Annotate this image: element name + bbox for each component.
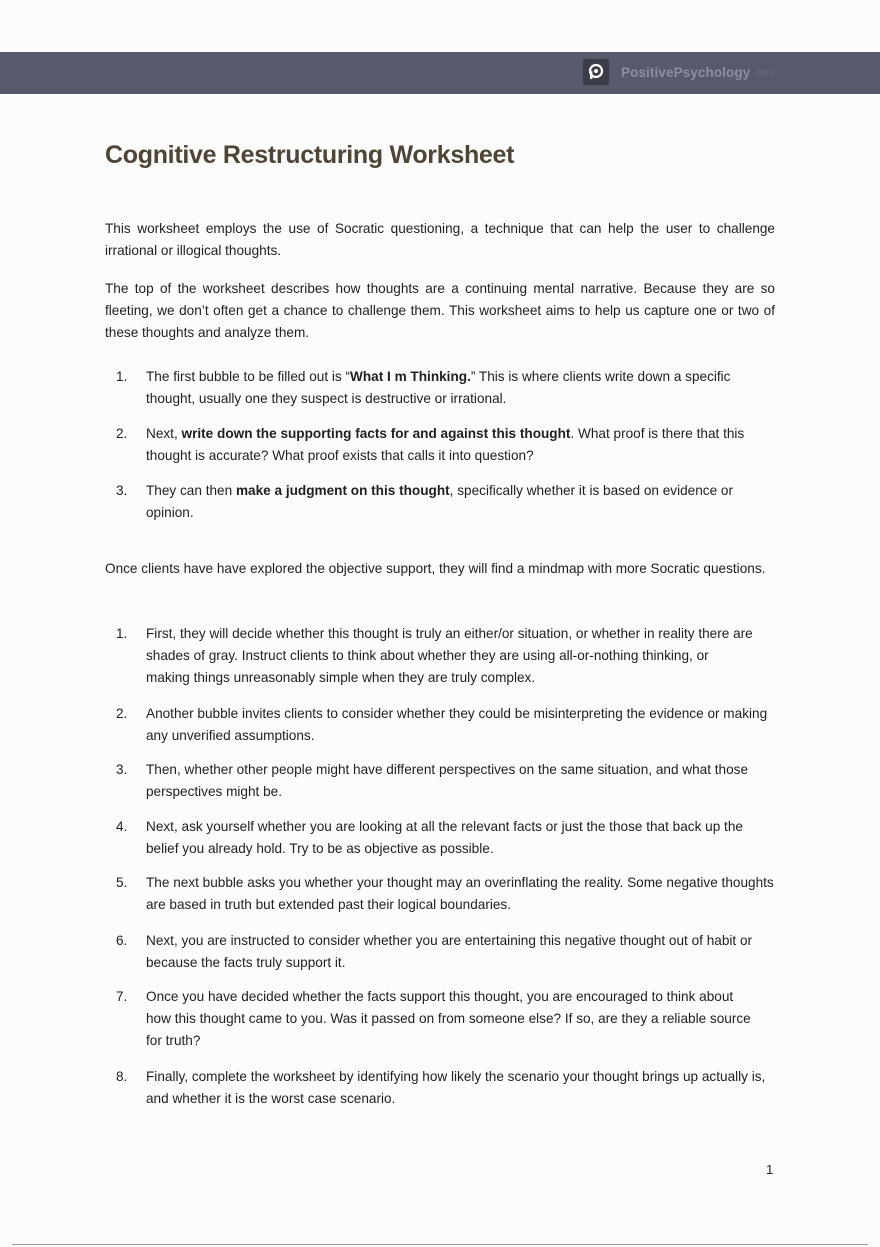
list-item-text: Next, you are instructed to consider whether you are entertaining this negative thought out of habit or because the facts truly support it. bbox=[146, 933, 753, 970]
list-item-emphasis: write down the supporting facts for and against this thought bbox=[181, 426, 571, 441]
list-item bbox=[105, 366, 777, 410]
list-item-text: Next, ask yourself whether you are looking at all the relevant facts or just the those that back up the belief you already hold. Try to be as objective as possible. bbox=[146, 819, 743, 856]
worksheet-steps-list bbox=[105, 366, 777, 524]
list-item bbox=[105, 816, 777, 860]
list-item bbox=[105, 703, 777, 747]
list-item-number: 3. bbox=[116, 762, 128, 777]
list-item-text: Another bubble invites clients to consider whether they could be misinterpreting the evidence or making any unverified assumptions. bbox=[146, 706, 768, 743]
list-item bbox=[105, 623, 754, 689]
list-item-text: First, they will decide whether this thought is truly an either/or situation, or whether in reality there are shades of gray. Instruct clients to think about whether they are using all-or-nothing thinking, or making things unreasonably simple when they are truly complex. bbox=[146, 626, 753, 685]
list-item-number: 2. bbox=[116, 706, 128, 721]
page-title: Cognitive Restructuring Worksheet bbox=[105, 141, 515, 169]
list-item-number: 6. bbox=[116, 933, 128, 948]
socratic-questions-list bbox=[105, 623, 777, 1110]
list-item-text: Then, whether other people might have different perspectives on the same situation, and what those perspectives might be. bbox=[146, 762, 749, 799]
brand-name: PositivePsychology bbox=[621, 64, 751, 80]
list-item-number: 2. bbox=[116, 426, 128, 441]
list-item bbox=[105, 986, 754, 1052]
page-number: 1 bbox=[766, 1162, 774, 1177]
header-band bbox=[0, 52, 880, 94]
intro-paragraph-2: The top of the worksheet describes how thoughts are a continuing mental narrative. Because they are so fleeting, we don’t often get a chance to challenge them. This worksheet aims to help us capture one or two of these thoughts and analyze them. bbox=[105, 281, 775, 340]
list-item-number: 1. bbox=[116, 369, 128, 384]
list-item-text: ” This is where clients write down a specific thought, usually one they suspect is destructive or irrational. bbox=[146, 369, 731, 406]
list-item bbox=[105, 423, 777, 467]
list-item-text: Once you have decided whether the facts support this thought, you are encouraged to think about how this thought came to you. Was it passed on from someone else? If so, are they a reliable source for truth? bbox=[146, 989, 751, 1048]
list-item-emphasis: make a judgment on this thought bbox=[235, 483, 450, 498]
list-item-number: 5. bbox=[116, 875, 128, 890]
list-item bbox=[105, 480, 751, 524]
list-item-text: Next, bbox=[146, 426, 182, 441]
list-item-number: 7. bbox=[116, 989, 128, 1004]
list-item-emphasis: What I m Thinking. bbox=[350, 369, 471, 384]
footer-divider bbox=[12, 1244, 868, 1245]
list-item-number: 8. bbox=[116, 1069, 128, 1084]
list-item-text: . What proof is there that this thought is accurate? What proof exists that calls it into question? bbox=[146, 426, 745, 463]
list-item-text: Finally, complete the worksheet by identifying how likely the scenario your thought brings up actually is, and whether it is the worst case scenario. bbox=[146, 1069, 766, 1106]
mindmap-paragraph: Once clients have have explored the objective support, they will find a mindmap with more Socratic questions. bbox=[105, 561, 766, 576]
list-item bbox=[105, 1066, 766, 1110]
list-item bbox=[105, 930, 766, 974]
list-item-text: The first bubble to be filled out is “ bbox=[146, 369, 351, 384]
list-item-text: The next bubble asks you whether your thought may an overinflating the reality. Some negative thoughts are based in truth but extended past their logical boundaries. bbox=[146, 875, 774, 912]
list-item-number: 3. bbox=[116, 483, 128, 498]
intro-paragraph-1: This worksheet employs the use of Socratic questioning, a technique that can help the user to challenge irrational or illogical thoughts. bbox=[105, 221, 775, 258]
list-item-text: , specifically whether it is based on evidence or opinion. bbox=[146, 483, 734, 520]
brand-suffix: .com bbox=[754, 67, 774, 77]
list-item-text: They can then bbox=[146, 483, 236, 498]
brand-logo bbox=[583, 59, 774, 85]
list-item-number: 1. bbox=[116, 626, 128, 641]
list-item bbox=[105, 872, 777, 916]
list-item bbox=[105, 759, 777, 803]
list-item-number: 4. bbox=[116, 819, 128, 834]
positive-psychology-logo-icon bbox=[583, 59, 609, 85]
